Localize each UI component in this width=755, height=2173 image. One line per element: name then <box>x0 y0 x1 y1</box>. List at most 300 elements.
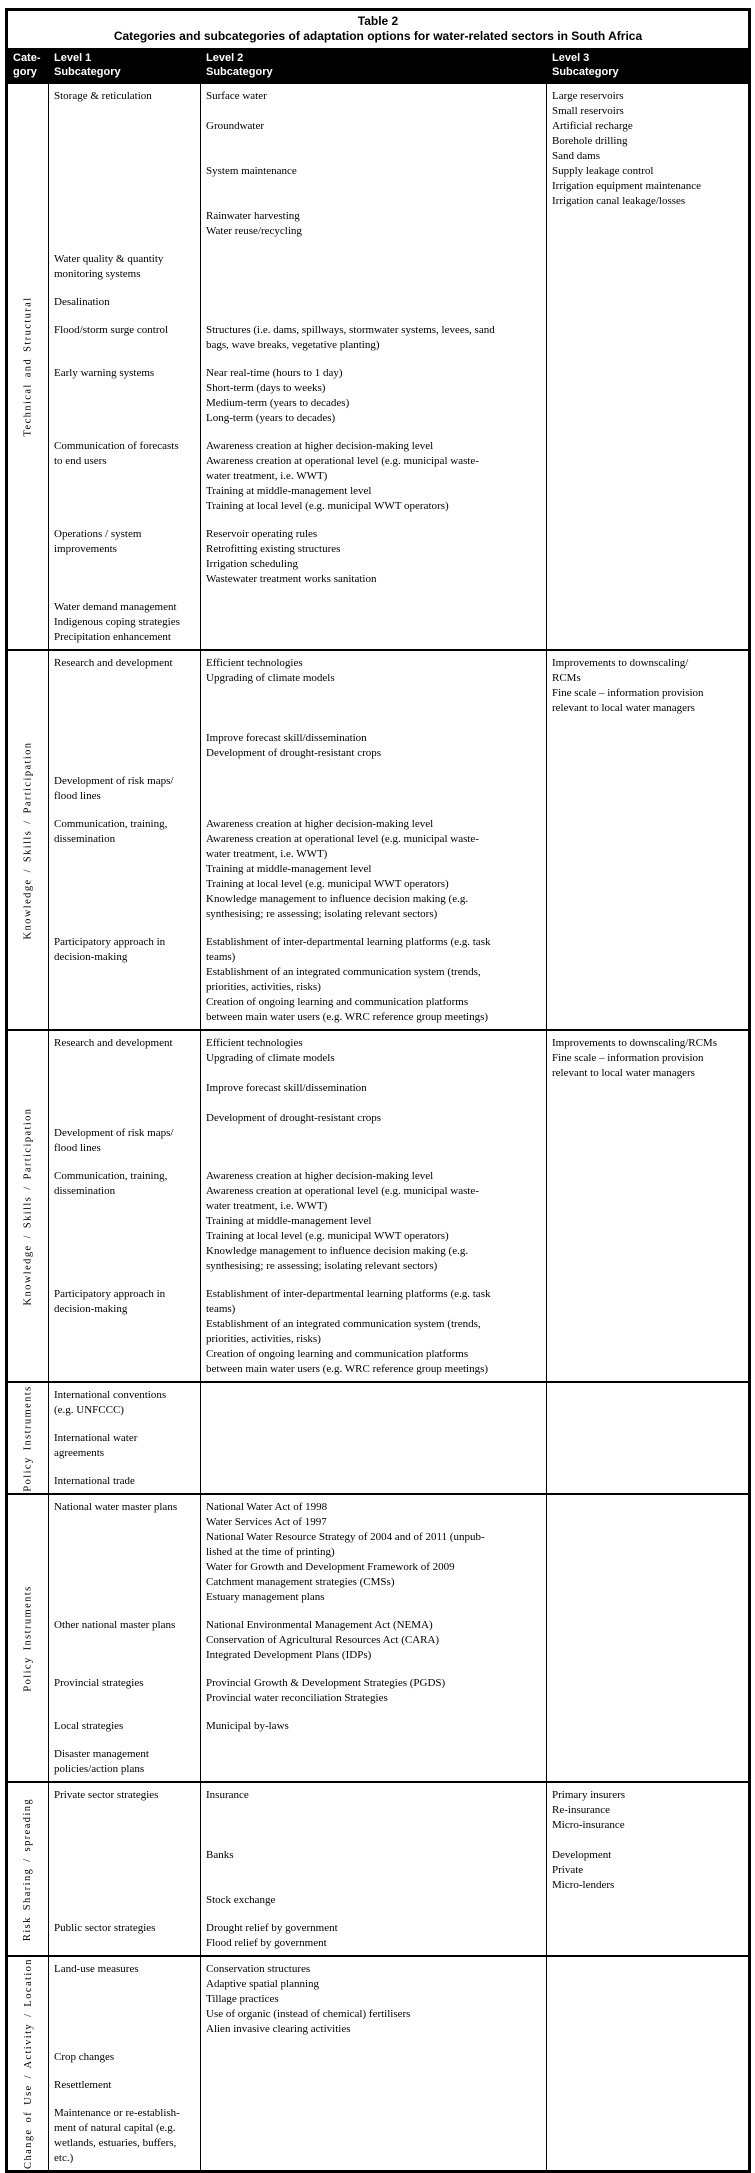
level2-line: lished at the time of printing) <box>206 1546 335 1558</box>
level2-line: Establishment of inter-departmental learning platforms (e.g. task <box>206 936 491 948</box>
level1-line: Flood/storm surge control <box>54 324 169 336</box>
column-divider <box>546 84 547 649</box>
level1-cell <box>48 1388 200 1418</box>
level1-line: Participatory approach in <box>54 936 166 948</box>
level1-group <box>48 1036 748 1126</box>
category-section-5 <box>8 1493 748 1781</box>
level2-cell <box>200 1618 546 1663</box>
level3-cell <box>546 1893 748 1908</box>
level1-group <box>48 817 748 922</box>
level1-line: Water demand management <box>54 601 177 613</box>
level2-line: Structures (i.e. dams, spillways, stormwater systems, levees, sand <box>206 324 495 336</box>
level1-line: dissemination <box>54 1185 116 1197</box>
level1-line: Communication, training, <box>54 818 168 830</box>
category-cell <box>8 1957 49 2170</box>
level3-line: RCMs <box>552 672 581 684</box>
column-divider <box>546 1383 547 1493</box>
level1-line: flood lines <box>54 1142 101 1154</box>
subrows <box>200 2050 748 2065</box>
level1-line: National water master plans <box>54 1501 178 1513</box>
level3-cell <box>546 1962 748 2037</box>
level2-line: Water for Growth and Development Framework of 2009 <box>206 1561 455 1573</box>
level2-level3-row <box>200 1893 748 1908</box>
level2-level3-row <box>200 1500 748 1605</box>
level1-cell <box>48 1719 200 1734</box>
level2-line: Integrated Development Plans (IDPs) <box>206 1649 372 1661</box>
level2-line: Surface water <box>206 90 267 102</box>
level2-cell <box>200 731 546 761</box>
level1-line: decision-making <box>54 951 128 963</box>
subrows <box>200 1676 748 1706</box>
level2-line: teams) <box>206 951 236 963</box>
level3-cell <box>546 1111 748 1126</box>
level3-line: relevant to local water managers <box>552 702 695 714</box>
level2-line: Catchment management strategies (CMSs) <box>206 1576 395 1588</box>
level1-cell <box>48 323 200 353</box>
level2-cell <box>200 119 546 164</box>
level2-line: Provincial Growth & Development Strategies (PGDS) <box>206 1677 446 1689</box>
category-cell <box>8 1031 49 1381</box>
level1-group <box>48 1474 748 1489</box>
level2-line: Efficient technologies <box>206 1037 303 1049</box>
subrows <box>200 89 748 239</box>
level2-line: Training at middle-management level <box>206 485 372 497</box>
level3-cell <box>546 366 748 426</box>
level1-cell <box>48 1169 200 1274</box>
level1-cell <box>48 1474 200 1489</box>
level2-level3-row <box>200 935 748 1025</box>
subrows <box>200 1962 748 2037</box>
level2-cell <box>200 1036 546 1081</box>
category-label: Policy Instruments <box>22 1384 34 1492</box>
level3-cell <box>546 439 748 514</box>
section-content <box>48 1957 748 2170</box>
subrows <box>200 1921 748 1951</box>
level3-cell <box>546 164 748 209</box>
level1-cell <box>48 2078 200 2093</box>
level3-cell <box>546 935 748 1025</box>
level1-group <box>48 1719 748 1734</box>
level2-cell <box>200 935 546 1025</box>
level1-group <box>48 1287 748 1377</box>
level1-cell <box>48 1618 200 1663</box>
level1-line: Water quality & quantity <box>54 253 164 265</box>
level1-group <box>48 1431 748 1461</box>
category-label: Knowledge / Skills / Participation <box>22 741 34 939</box>
level1-cell <box>48 1676 200 1706</box>
header-level1-subcategory: Level 1 Subcategory <box>54 52 121 78</box>
level2-cell <box>200 656 546 716</box>
subrows <box>200 1287 748 1377</box>
level2-cell <box>200 89 546 119</box>
level2-cell <box>200 1111 546 1126</box>
level2-line: between main water users (e.g. WRC reference group meetings) <box>206 1011 489 1023</box>
level1-group <box>48 295 748 310</box>
level3-cell <box>546 1788 748 1833</box>
level2-line: Upgrading of climate models <box>206 672 335 684</box>
level2-line: Creation of ongoing learning and communication platforms <box>206 996 469 1008</box>
column-divider <box>200 84 201 649</box>
level1-cell <box>48 527 200 587</box>
level1-line: Development of risk maps/ <box>54 775 174 787</box>
level1-line: Operations / system <box>54 528 142 540</box>
subrows <box>200 1719 748 1734</box>
section-content <box>48 1495 748 1781</box>
level1-line: decision-making <box>54 1303 128 1315</box>
level2-line: Improve forecast skill/dissemination <box>206 1082 367 1094</box>
level1-cell <box>48 1126 200 1156</box>
level3-line: Fine scale – information provision <box>552 687 704 699</box>
category-label: Change of Use / Activity / Location <box>22 1958 34 2169</box>
level1-cell <box>48 935 200 1025</box>
subrows <box>200 1126 748 1156</box>
level1-cell <box>48 1747 200 1777</box>
level3-cell <box>546 731 748 761</box>
level3-line: Irrigation equipment maintenance <box>552 180 702 192</box>
level1-cell <box>48 1287 200 1377</box>
level1-group <box>48 1788 748 1908</box>
level1-line: International water <box>54 1432 138 1444</box>
level3-cell <box>546 1848 748 1893</box>
level1-line: Participatory approach in <box>54 1288 166 1300</box>
subrows <box>200 1036 748 1126</box>
level1-group <box>48 2106 748 2166</box>
level2-cell <box>200 366 546 426</box>
level1-line: Communication, training, <box>54 1170 168 1182</box>
level2-level3-row <box>200 1036 748 1081</box>
level1-cell <box>48 1921 200 1951</box>
level3-line: Supply leakage control <box>552 165 654 177</box>
level3-cell <box>546 1081 748 1096</box>
level1-line: Communication of forecasts <box>54 440 179 452</box>
category-label: Risk Sharing / spreading <box>22 1797 34 1941</box>
level1-group <box>48 323 748 353</box>
level2-cell <box>200 1921 546 1951</box>
level2-line: Drought relief by government <box>206 1922 338 1934</box>
level1-line: Research and development <box>54 657 173 669</box>
level1-line: International trade <box>54 1475 135 1487</box>
subrows <box>200 1500 748 1605</box>
level3-line: Micro-insurance <box>552 1819 625 1831</box>
column-divider <box>200 1783 201 1955</box>
level2-line: Use of organic (instead of chemical) fertilisers <box>206 2008 411 2020</box>
level2-line: between main water users (e.g. WRC reference group meetings) <box>206 1363 489 1375</box>
column-divider <box>200 651 201 1029</box>
level1-cell <box>48 1036 200 1126</box>
level3-cell <box>546 209 748 239</box>
subrows <box>200 1474 748 1489</box>
level2-cell <box>200 164 546 209</box>
level1-line: Maintenance or re-establish- <box>54 2107 180 2119</box>
level1-cell <box>48 2106 200 2166</box>
level3-cell <box>546 1036 748 1081</box>
level2-line: Development of drought-resistant crops <box>206 1112 382 1124</box>
level3-line: Small reservoirs <box>552 105 624 117</box>
level1-group <box>48 935 748 1025</box>
level2-cell <box>200 323 546 353</box>
level3-line: Primary insurers <box>552 1789 626 1801</box>
level1-cell <box>48 439 200 514</box>
subrows <box>200 1169 748 1274</box>
level2-level3-row <box>200 656 748 716</box>
level2-cell <box>200 209 546 239</box>
level1-group <box>48 1388 748 1418</box>
level2-line: Groundwater <box>206 120 265 132</box>
column-divider <box>546 1957 547 2170</box>
level2-level3-row <box>200 164 748 209</box>
level2-line: Stock exchange <box>206 1894 276 1906</box>
level1-group <box>48 1169 748 1274</box>
level2-level3-row <box>200 1169 748 1274</box>
level1-line: improvements <box>54 543 117 555</box>
level2-line: priorities, activities, risks) <box>206 1333 321 1345</box>
level3-line: Re-insurance <box>552 1804 611 1816</box>
level1-cell <box>48 1500 200 1605</box>
level1-cell <box>48 600 200 645</box>
subrows <box>200 527 748 587</box>
level2-line: Water Services Act of 1997 <box>206 1516 327 1528</box>
category-cell <box>8 1383 49 1493</box>
level2-cell <box>200 527 546 587</box>
level1-line: agreements <box>54 1447 105 1459</box>
level2-line: Upgrading of climate models <box>206 1052 335 1064</box>
level2-level3-row <box>200 119 748 164</box>
level2-line: Knowledge management to influence decision making (e.g. <box>206 893 469 905</box>
level2-line: Water reuse/recycling <box>206 225 302 237</box>
level1-line: wetlands, estuaries, buffers, <box>54 2137 177 2149</box>
level1-cell <box>48 774 200 804</box>
level3-line: Irrigation canal leakage/losses <box>552 195 686 207</box>
level2-level3-row <box>200 323 748 353</box>
level2-line: System maintenance <box>206 165 297 177</box>
level2-cell <box>200 1676 546 1706</box>
level2-line: Near real-time (hours to 1 day) <box>206 367 343 379</box>
level2-level3-row <box>200 817 748 922</box>
level2-level3-row <box>200 527 748 587</box>
category-section-7 <box>8 1955 748 2170</box>
table-header-row <box>8 48 748 84</box>
level2-cell <box>200 1500 546 1605</box>
level1-group <box>48 1921 748 1951</box>
level3-line: Improvements to downscaling/RCMs <box>552 1037 717 1049</box>
level1-line: Disaster management <box>54 1748 149 1760</box>
level1-line: Public sector strategies <box>54 1922 156 1934</box>
level1-line: etc.) <box>54 2152 74 2164</box>
column-divider <box>546 1495 547 1781</box>
section-content <box>48 1031 748 1381</box>
category-cell <box>8 1495 49 1781</box>
column-divider <box>200 1383 201 1493</box>
level2-line: Awareness creation at operational level (e.g. municipal waste- <box>206 455 479 467</box>
table-caption: Categories and subcategories of adaptation options for water-related sectors in South Africa <box>113 29 643 43</box>
level2-line: water treatment, i.e. WWT) <box>206 1200 328 1212</box>
table-number: Table 2 <box>357 14 399 28</box>
level2-line: Tillage practices <box>206 1993 279 2005</box>
level2-level3-row <box>200 439 748 514</box>
level1-cell <box>48 1788 200 1908</box>
level2-line: Training at local level (e.g. municipal WWT operators) <box>206 878 449 890</box>
subrows <box>200 439 748 514</box>
level2-line: priorities, activities, risks) <box>206 981 321 993</box>
category-section-1 <box>8 84 748 649</box>
level1-cell <box>48 817 200 922</box>
level2-line: Training at middle-management level <box>206 1215 372 1227</box>
level1-cell <box>48 1431 200 1461</box>
section-content <box>48 84 748 649</box>
level1-line: monitoring systems <box>54 268 141 280</box>
level1-line: Crop changes <box>54 2051 115 2063</box>
level1-line: Indigenous coping strategies <box>54 616 180 628</box>
level2-line: water treatment, i.e. WWT) <box>206 470 328 482</box>
level2-level3-row <box>200 1848 748 1893</box>
level1-line: policies/action plans <box>54 1763 145 1775</box>
level2-line: Flood relief by government <box>206 1937 327 1949</box>
level2-line: Establishment of inter-departmental learning platforms (e.g. task <box>206 1288 491 1300</box>
subrows <box>200 1618 748 1663</box>
level1-line: Early warning systems <box>54 367 155 379</box>
level1-cell <box>48 1962 200 2037</box>
level2-line: Alien invasive clearing activities <box>206 2023 351 2035</box>
level1-line: Development of risk maps/ <box>54 1127 174 1139</box>
level2-cell <box>200 1893 546 1908</box>
level2-line: National Water Resource Strategy of 2004 and of 2011 (unpub- <box>206 1531 485 1543</box>
level3-cell <box>546 89 748 119</box>
subrows <box>200 2106 748 2166</box>
level2-line: Creation of ongoing learning and communication platforms <box>206 1348 469 1360</box>
level2-cell <box>200 817 546 922</box>
level2-level3-row <box>200 1788 748 1833</box>
level3-cell <box>546 1500 748 1605</box>
level2-level3-row <box>200 1719 748 1734</box>
level1-group <box>48 774 748 804</box>
level1-group <box>48 600 748 645</box>
level1-line: Other national master plans <box>54 1619 176 1631</box>
level2-cell <box>200 1287 546 1377</box>
level3-cell <box>546 323 748 353</box>
subrows <box>200 366 748 426</box>
level3-line: Private <box>552 1864 584 1876</box>
level1-cell <box>48 295 200 310</box>
level2-line: Awareness creation at higher decision-making level <box>206 1170 434 1182</box>
category-section-2 <box>8 649 748 1029</box>
level1-line: flood lines <box>54 790 101 802</box>
section-content <box>48 1783 748 1955</box>
level2-cell <box>200 1719 546 1734</box>
level2-level3-row <box>200 1111 748 1126</box>
subrows <box>200 935 748 1025</box>
level1-line: International conventions <box>54 1389 167 1401</box>
level2-level3-row <box>200 1921 748 1951</box>
level1-group <box>48 1962 748 2037</box>
level2-line: Establishment of an integrated communication system (trends, <box>206 966 481 978</box>
subrows <box>200 656 748 761</box>
level2-line: Efficient technologies <box>206 657 303 669</box>
level2-level3-row <box>200 209 748 239</box>
column-divider <box>546 1783 547 1955</box>
level2-line: National Environmental Management Act (NEMA) <box>206 1619 433 1631</box>
level2-cell <box>200 1788 546 1833</box>
level1-group <box>48 1676 748 1706</box>
level3-cell <box>546 1287 748 1377</box>
level2-line: Adaptive spatial planning <box>206 1978 320 1990</box>
level1-cell <box>48 656 200 761</box>
level2-level3-row <box>200 89 748 119</box>
level2-line: synthesising; re assessing; isolating relevant sectors) <box>206 1260 438 1272</box>
level1-group <box>48 1618 748 1663</box>
level3-cell <box>546 1719 748 1734</box>
level2-cell <box>200 1848 546 1893</box>
level2-line: Insurance <box>206 1789 249 1801</box>
category-label: Policy Instruments <box>22 1584 34 1692</box>
level2-line: bags, wave breaks, vegetative planting) <box>206 339 380 351</box>
level1-group <box>48 1747 748 1777</box>
level3-line: Development <box>552 1849 612 1861</box>
subrows <box>200 2078 748 2093</box>
level2-level3-row <box>200 731 748 761</box>
level1-line: Land-use measures <box>54 1963 139 1975</box>
section-content <box>48 651 748 1029</box>
level3-line: Borehole drilling <box>552 135 628 147</box>
level3-line: Artificial recharge <box>552 120 633 132</box>
subrows <box>200 1431 748 1461</box>
level2-cell <box>200 1081 546 1096</box>
level2-line: Municipal by-laws <box>206 1720 289 1732</box>
level3-line: Micro-lenders <box>552 1879 615 1891</box>
level2-line: Development of drought-resistant crops <box>206 747 382 759</box>
level2-line: Long-term (years to decades) <box>206 412 336 424</box>
column-divider <box>200 1957 201 2170</box>
level2-line: Awareness creation at operational level (e.g. municipal waste- <box>206 1185 479 1197</box>
category-cell <box>8 1783 49 1955</box>
level2-cell <box>200 1962 546 2037</box>
level1-cell <box>48 89 200 239</box>
level1-line: Precipitation enhancement <box>54 631 171 643</box>
level2-line: Wastewater treatment works sanitation <box>206 573 377 585</box>
level2-line: synthesising; re assessing; isolating relevant sectors) <box>206 908 438 920</box>
table-body <box>8 84 748 2170</box>
level1-line: Desalination <box>54 296 110 308</box>
level2-cell <box>200 1169 546 1274</box>
section-content <box>48 1383 748 1493</box>
level2-level3-row <box>200 1081 748 1096</box>
subrows <box>200 323 748 353</box>
level2-line: Conservation of Agricultural Resources Act (CARA) <box>206 1634 440 1646</box>
level1-line: Resettlement <box>54 2079 112 2091</box>
level2-line: teams) <box>206 1303 236 1315</box>
level1-line: (e.g. UNFCCC) <box>54 1404 124 1416</box>
level1-cell <box>48 252 200 282</box>
subrows <box>200 600 748 645</box>
level3-line: Fine scale – information provision <box>552 1052 704 1064</box>
level2-line: Irrigation scheduling <box>206 558 298 570</box>
level1-line: dissemination <box>54 833 116 845</box>
level2-line: Awareness creation at higher decision-making level <box>206 440 434 452</box>
level3-line: relevant to local water managers <box>552 1067 695 1079</box>
level1-group <box>48 252 748 282</box>
level2-line: Awareness creation at higher decision-making level <box>206 818 434 830</box>
level3-cell <box>546 119 748 164</box>
category-section-4 <box>8 1381 748 1493</box>
level2-level3-row <box>200 1618 748 1663</box>
level3-line: Improvements to downscaling/ <box>552 657 689 669</box>
level2-line: Training at middle-management level <box>206 863 372 875</box>
category-cell <box>8 651 49 1029</box>
level2-line: Rainwater harvesting <box>206 210 300 222</box>
category-label: Technical and Structural <box>22 296 34 437</box>
column-divider <box>200 1031 201 1381</box>
column-divider <box>546 651 547 1029</box>
level1-line: to end users <box>54 455 107 467</box>
